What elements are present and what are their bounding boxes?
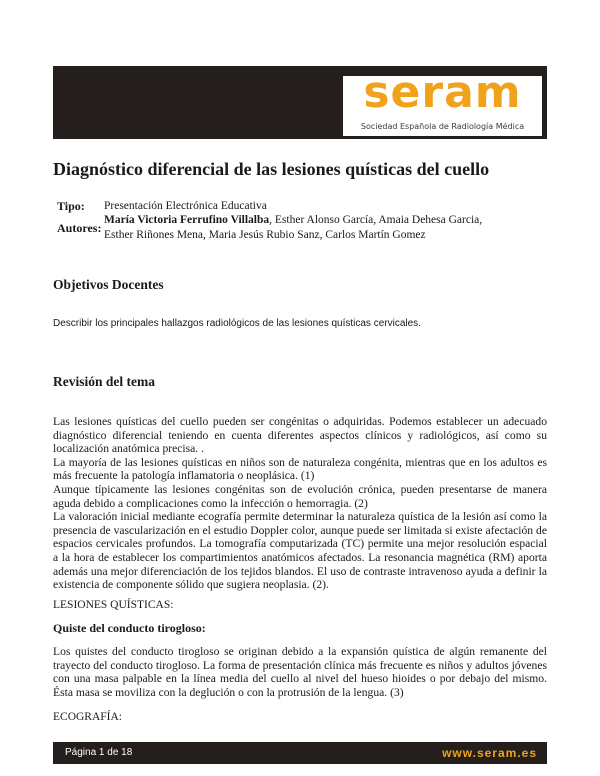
- logo-subtitle: Sociedad Española de Radiología Médica: [360, 122, 525, 131]
- objetivos-text: Describir los principales hallazgos radiológicos de las lesiones quísticas cervicales.: [53, 318, 421, 329]
- logo-wordmark: seram: [363, 67, 522, 118]
- revision-paragraph-3: Aunque típicamente las lesiones congénitas son de evolución crónica, pueden presentarse de manera aguda debido a complicaciones como la infección o hemorragia. (2): [53, 482, 547, 510]
- document-title: Diagnóstico diferencial de las lesiones quísticas del cuello: [53, 159, 490, 179]
- quiste-heading: Quiste del conducto tirogloso:: [53, 621, 206, 635]
- footer-url: www.seram.es: [442, 746, 537, 760]
- tipo-label: Tipo:: [57, 199, 85, 213]
- tipo-value: Presentación Electrónica Educativa: [104, 200, 267, 212]
- authors-rest: , Esther Alonso García, Amaia Dehesa Garcia,: [269, 214, 483, 226]
- revision-body: [53, 415, 547, 592]
- revision-heading: Revisión del tema: [53, 374, 155, 389]
- revision-paragraph-2: La mayoría de las lesiones quísticas en niños son de naturaleza congénita, mientras que en los adultos es más frecuente la patología inflamatoria o neoplásica. (1): [53, 455, 547, 483]
- autores-label: Autores:: [57, 221, 102, 235]
- footer-bar: [53, 742, 547, 764]
- seram-logo: [343, 67, 542, 136]
- authors-line-2: Esther Riñones Mena, Maria Jesús Rubio Sanz, Carlos Martín Gomez: [104, 229, 426, 241]
- ecografia-label: ECOGRAFÍA:: [53, 711, 123, 723]
- header-banner: [53, 66, 547, 139]
- page-indicator: Página 1 de 18: [65, 747, 133, 758]
- revision-paragraph-4: La valoración inicial mediante ecografía permite determinar la naturaleza quística de la lesión así como la presencia de vascularización en el estudio Doppler color, aunque puede ser limitada si existe afectación de espacios cervicales profundos. La tomografía computarizada (TC) permite una mejor resolución espacial a la hora de establecer los compartimientos anatómicos afectados. La resonancia magnética (RM) aporta además una mejor diferenciación de los tejidos blandos. El uso de contraste intravenoso ayuda a definir la existencia de componente sólido que sugiera neoplasia. (2).: [53, 510, 547, 592]
- authors-line-1: [104, 213, 482, 227]
- first-author: María Victoria Ferrufino Villalba: [104, 214, 270, 226]
- lesiones-label: LESIONES QUÍSTICAS:: [53, 599, 174, 611]
- quiste-paragraph: Los quistes del conducto tirogloso se originan debido a la expansión quística de algún remanente del trayecto del conducto tirogloso. La forma de presentación clínica más frecuente es niños y adultos jóvenes con una masa palpable en la línea media del cuello al nivel del hueso hioides o por debajo del mismo. Ésta masa se moviliza con la deglución o con la protrusión de la lengua. (3): [53, 645, 547, 699]
- objetivos-heading: Objetivos Docentes: [53, 277, 164, 292]
- quiste-body: [53, 645, 547, 699]
- revision-paragraph-1: Las lesiones quísticas del cuello pueden ser congénitas o adquiridas. Podemos establecer un adecuado diagnóstico diferencial teniendo en cuenta diferentes aspectos clínicos y radiológicos, así como su localización anatómica precisa. .: [53, 415, 547, 456]
